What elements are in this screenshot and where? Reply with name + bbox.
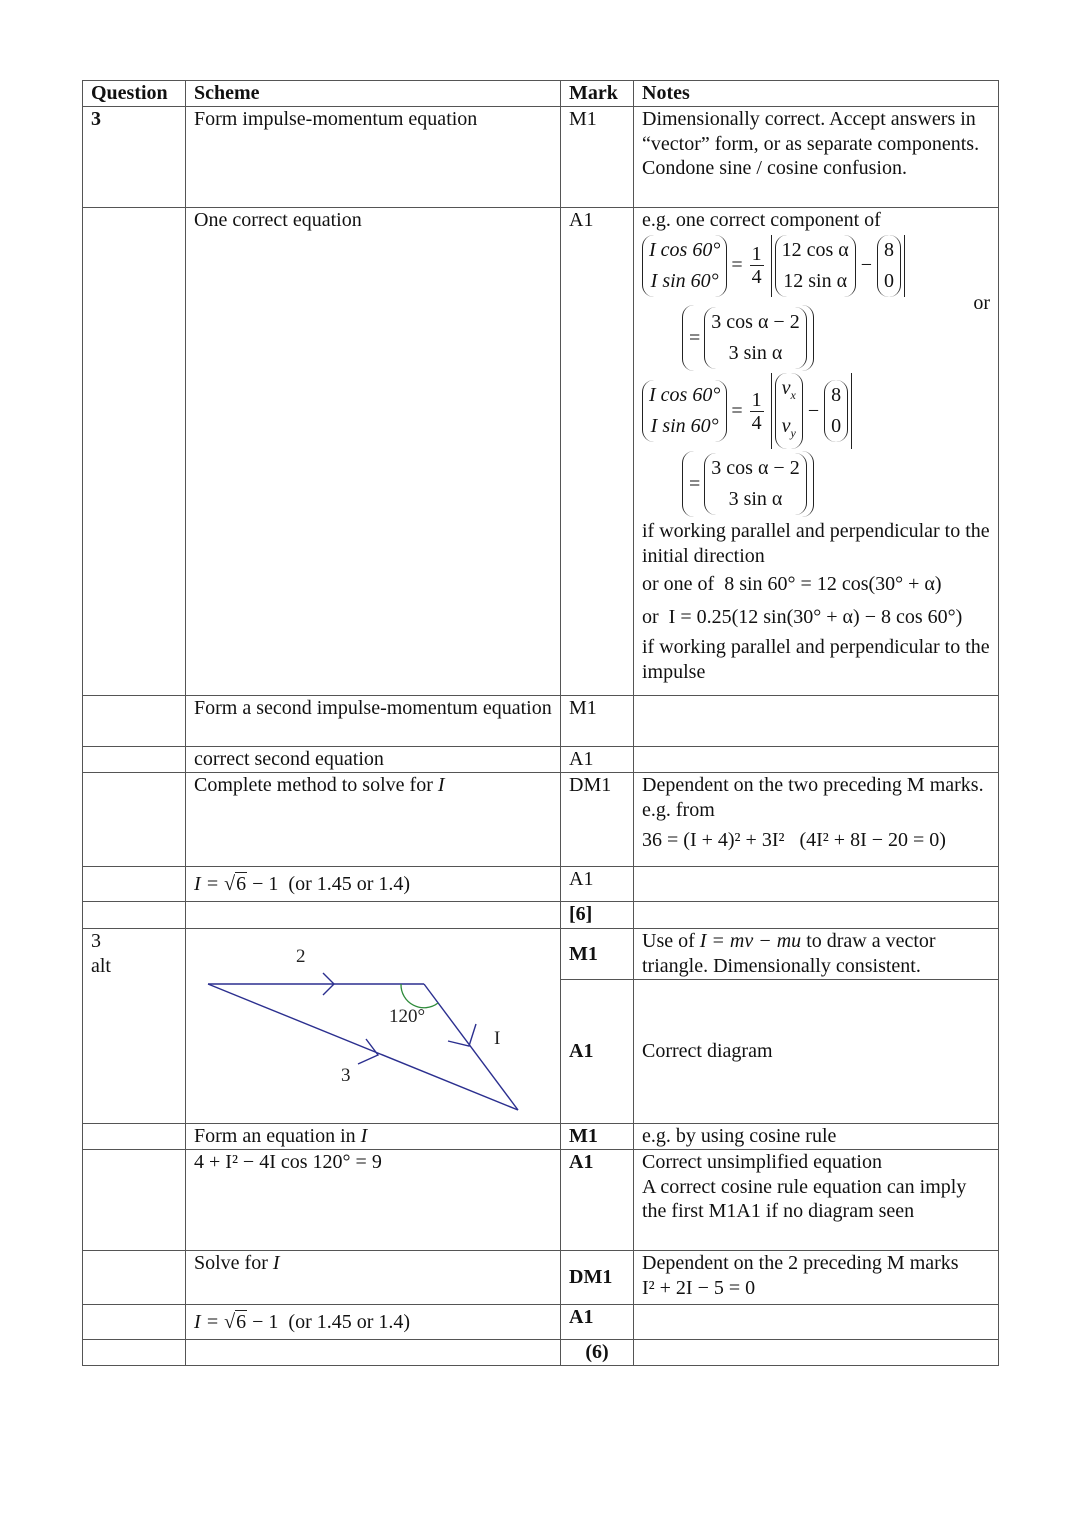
table-row — [83, 1124, 999, 1150]
table-row — [83, 1340, 999, 1366]
table-row — [83, 902, 999, 929]
empty-cell — [634, 902, 999, 929]
empty-cell — [83, 696, 186, 747]
notes-cell: Correct unsimplified equation A correct cosine rule equation can imply the first M1A1 if no diagram seen — [634, 1150, 999, 1251]
mark-cell: A1 — [561, 208, 634, 696]
label-angle: 120° — [389, 1006, 426, 1027]
mark-cell: DM1 — [561, 773, 634, 867]
lhs-vector: I cos 60° I sin 60° — [642, 235, 727, 297]
empty-cell — [186, 902, 561, 929]
question-number: 3 — [83, 107, 186, 208]
notes-cell — [634, 696, 999, 747]
empty-cell — [83, 902, 186, 929]
or-label: or — [973, 291, 990, 314]
empty-cell — [83, 1124, 186, 1150]
total-mark: [6] — [561, 902, 634, 929]
notes-cell: Use of I = mv − mu to draw a vector triangle. Dimensionally consistent. — [634, 929, 999, 980]
label-3: 3 — [341, 1065, 351, 1086]
result-vector-1: = 3 cos α − 2 3 sin α — [682, 305, 990, 371]
empty-cell — [634, 1305, 999, 1340]
scheme-cell: Form impulse-momentum equation — [186, 107, 561, 208]
mark-cell: A1 — [561, 867, 634, 902]
notes-cell: Dependent on the two preceding M marks. e.g. from 36 = (I + 4)² + 3I² (4I² + 8I − 20 = 0) — [634, 773, 999, 867]
table-row — [83, 747, 999, 773]
mark-cell: M1 — [561, 1124, 634, 1150]
mark-cell: A1 — [561, 1150, 634, 1251]
header-row — [83, 81, 999, 107]
vector-equation-2: I cos 60° I sin 60° = $\frac{1}{4}$ $v_x$ $v_y$ − 8 0 — [642, 373, 990, 449]
vector-triangle-diagram — [186, 929, 561, 1124]
mark-cell: M1 — [561, 696, 634, 747]
mark-scheme-table — [82, 80, 999, 1366]
notes-cell: Dimensionally correct. Accept answers in “vector” form, or as separate components. Condone sine / cosine confusion. — [634, 107, 999, 208]
diagram-svg — [186, 929, 560, 1123]
header-question: Question — [83, 81, 186, 107]
empty-cell — [83, 773, 186, 867]
mark-cell: M1 — [561, 929, 634, 980]
question-number-alt: 3 alt — [83, 929, 186, 1124]
empty-cell — [634, 867, 999, 902]
table-row — [83, 208, 999, 696]
total-mark: (6) — [561, 1340, 634, 1366]
empty-cell — [83, 747, 186, 773]
scheme-cell: 4 + I² − 4I cos 120° = 9 — [186, 1150, 561, 1251]
mark-cell: A1 — [561, 1305, 634, 1340]
header-notes: Notes — [634, 81, 999, 107]
table-row — [83, 696, 999, 747]
scheme-cell: Form an equation in I — [186, 1124, 561, 1150]
label-2: 2 — [296, 946, 306, 967]
empty-cell — [83, 1150, 186, 1251]
notes-cell: Correct diagram — [634, 980, 999, 1124]
table-row — [83, 1305, 999, 1340]
scheme-cell: One correct equation — [186, 208, 561, 696]
label-impulse: I — [494, 1028, 501, 1049]
table-row — [83, 1150, 999, 1251]
empty-cell — [83, 867, 186, 902]
notes-intro: e.g. one correct component of — [642, 209, 881, 231]
mark-cell: A1 — [561, 747, 634, 773]
notes-text: if working parallel and perpendicular to the impulse — [642, 636, 990, 683]
table-row — [83, 773, 999, 867]
empty-cell — [83, 1305, 186, 1340]
mark-cell: DM1 — [561, 1251, 634, 1305]
notes-cell: e.g. by using cosine rule — [634, 1124, 999, 1150]
empty-cell — [83, 208, 186, 696]
table-row — [83, 929, 999, 980]
notes-text: if working parallel and perpendicular to the initial direction — [642, 520, 990, 567]
notes-cell — [634, 208, 999, 696]
table-row — [83, 1251, 999, 1305]
scheme-cell: Complete method to solve for I — [186, 773, 561, 867]
empty-cell — [83, 1340, 186, 1366]
scheme-cell: I = √6 − 1 (or 1.45 or 1.4) — [186, 1305, 561, 1340]
arrow-icon — [358, 1039, 378, 1064]
header-mark: Mark — [561, 81, 634, 107]
scheme-cell: correct second equation — [186, 747, 561, 773]
notes-equation: or I = 0.25(12 sin(30° + α) − 8 cos 60°) — [642, 605, 963, 628]
empty-cell — [83, 1251, 186, 1305]
empty-cell — [186, 1340, 561, 1366]
scheme-cell: Form a second impulse-momentum equation — [186, 696, 561, 747]
notes-cell: Dependent on the 2 preceding M marks I² + 2I − 5 = 0 — [634, 1251, 999, 1305]
table-row — [83, 867, 999, 902]
notes-cell — [634, 747, 999, 773]
scheme-cell: Solve for I — [186, 1251, 561, 1305]
mark-cell: M1 — [561, 107, 634, 208]
velocity-vector: 12 cos α 12 sin α — [775, 235, 856, 297]
header-scheme: Scheme — [186, 81, 561, 107]
table-row — [83, 107, 999, 208]
vector-equation-1: I cos 60° I sin 60° = $\frac{1}{4}$ 12 cos α 12 sin α − 8 0 — [642, 235, 990, 297]
result-vector-2: = 3 cos α − 2 3 sin α — [682, 451, 990, 517]
mark-cell: A1 — [561, 980, 634, 1124]
scheme-cell: I = √6 − 1 (or 1.45 or 1.4) — [186, 867, 561, 902]
empty-cell — [634, 1340, 999, 1366]
notes-equation: or one of 8 sin 60° = 12 cos(30° + α) — [642, 573, 942, 595]
